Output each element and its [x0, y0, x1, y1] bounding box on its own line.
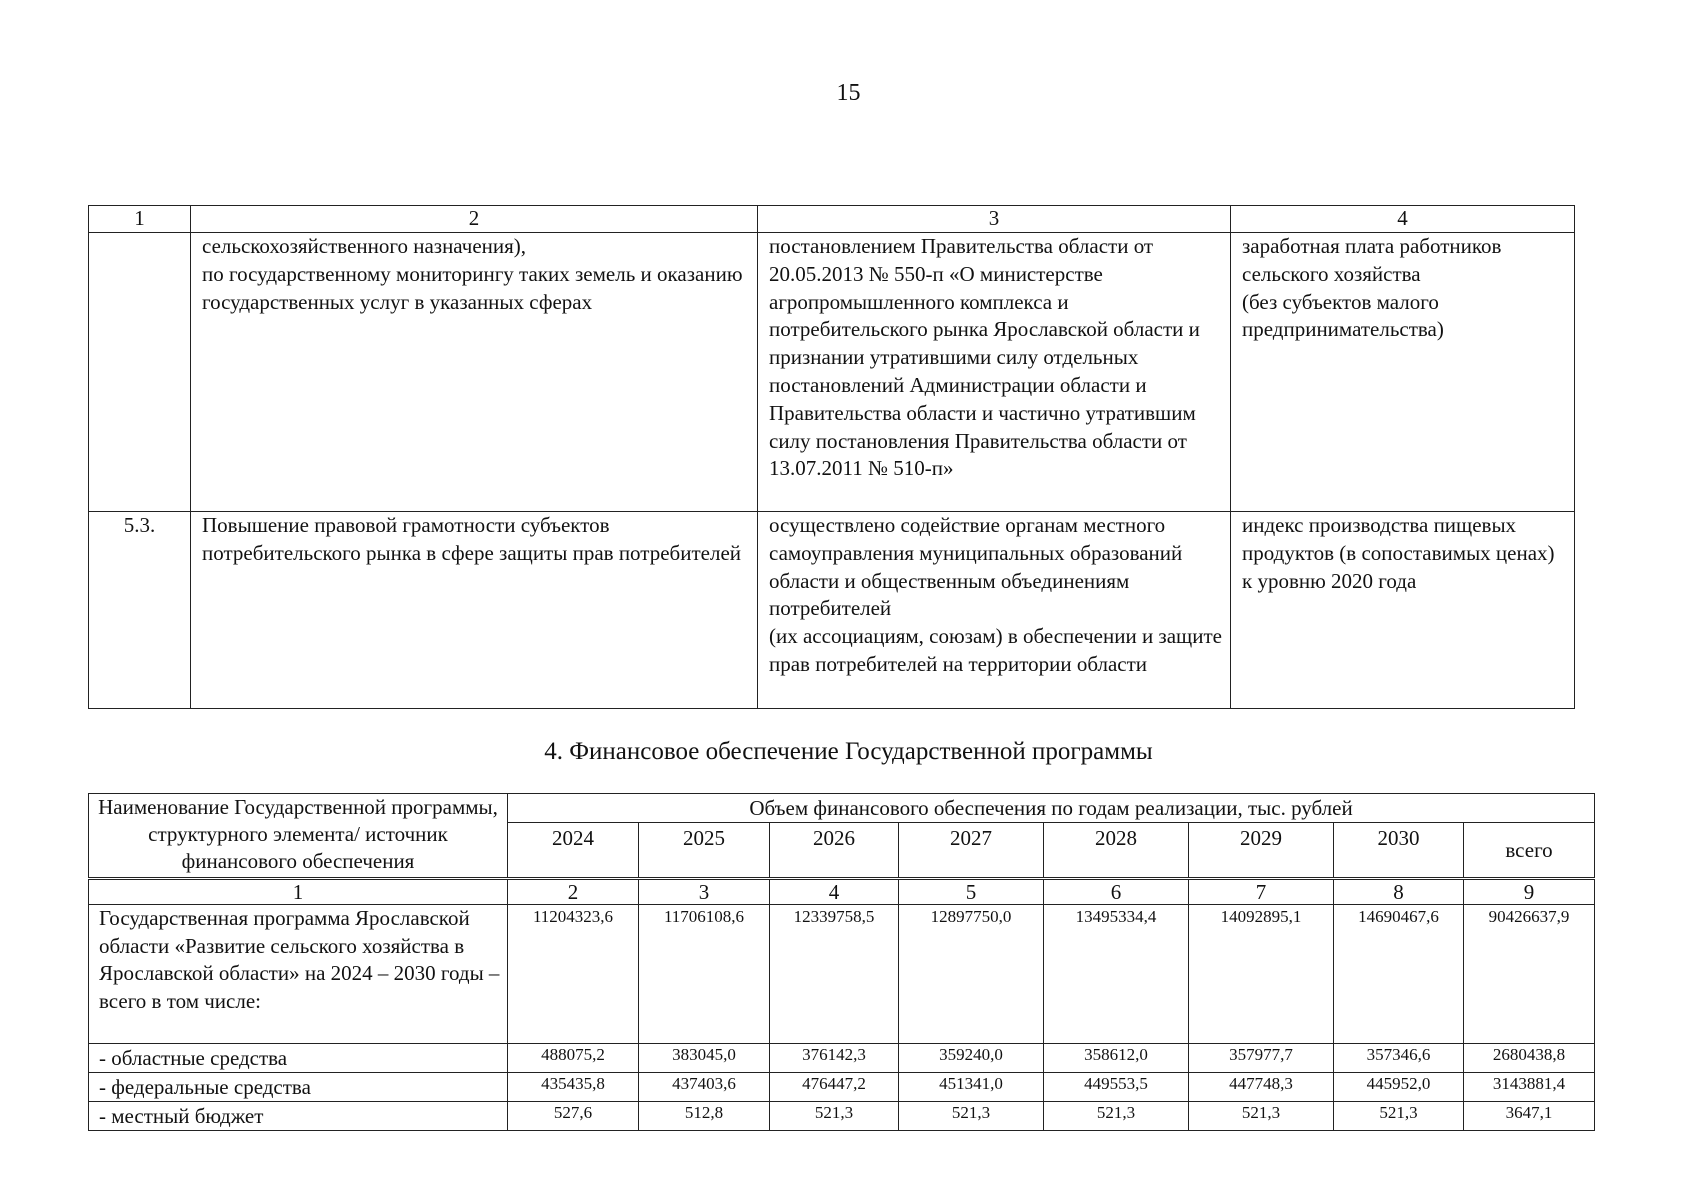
year-header: 2029 [1189, 823, 1334, 879]
header-cell: 4 [1231, 206, 1575, 233]
measures-header-row [89, 206, 1575, 233]
value-cell: 11706108,6 [639, 905, 770, 1044]
measure-indicator: заработная плата работников сельского хозяйства (без субъектов малого предпринимательства) [1231, 233, 1575, 512]
value-cell: 12897750,0 [899, 905, 1044, 1044]
column-index-row [89, 879, 1595, 905]
measure-basis: осуществлено содействие органам местного самоуправления муниципальных образований области и общественным объединениям потребителей (их ассоциациям, союзам) в обеспечении и защите прав потребителей на территории области [758, 512, 1231, 709]
value-cell: 383045,0 [639, 1044, 770, 1073]
value-cell: 488075,2 [508, 1044, 639, 1073]
column-index: 5 [899, 879, 1044, 905]
year-header: 2028 [1044, 823, 1189, 879]
value-cell: 12339758,5 [770, 905, 899, 1044]
source-name: - федеральные средства [89, 1073, 508, 1102]
finance-table [88, 793, 1595, 1131]
value-cell: 451341,0 [899, 1073, 1044, 1102]
program-name: Государственная программа Ярославской области «Развитие сельского хозяйства в Ярославской области» на 2024 – 2030 годы – всего в том числе: [89, 905, 508, 1044]
value-cell: 357977,7 [1189, 1044, 1334, 1073]
value-cell: 512,8 [639, 1102, 770, 1131]
value-cell: 11204323,6 [508, 905, 639, 1044]
value-cell: 437403,6 [639, 1073, 770, 1102]
table-row [89, 233, 1575, 512]
measure-basis: постановлением Правительства области от 20.05.2013 № 550-п «О министерстве агропромышленного комплекса и потребительского рынка Ярославской области и признании утратившими силу отдельных постановлений Администрации области и Правительства области и частично утратившим силу постановления Правительства области от 13.07.2011 № 510-п» [758, 233, 1231, 512]
volume-header: Объем финансового обеспечения по годам реализации, тыс. рублей [508, 794, 1595, 823]
row-number: 5.3. [89, 512, 191, 709]
value-cell: 521,3 [1189, 1102, 1334, 1131]
year-header: 2027 [899, 823, 1044, 879]
value-cell: 521,3 [1044, 1102, 1189, 1131]
table-row [89, 1044, 1595, 1073]
source-name: - областные средства [89, 1044, 508, 1073]
value-cell: 521,3 [770, 1102, 899, 1131]
header-cell: 3 [758, 206, 1231, 233]
value-cell: 359240,0 [899, 1044, 1044, 1073]
year-header: 2026 [770, 823, 899, 879]
value-cell: 476447,2 [770, 1073, 899, 1102]
header-cell: 2 [191, 206, 758, 233]
value-cell: 435435,8 [508, 1073, 639, 1102]
column-index: 3 [639, 879, 770, 905]
value-cell: 376142,3 [770, 1044, 899, 1073]
value-cell: 357346,6 [1334, 1044, 1464, 1073]
column-index: 8 [1334, 879, 1464, 905]
total-cell: 2680438,8 [1464, 1044, 1595, 1073]
table-row [89, 512, 1575, 709]
header-cell: 1 [89, 206, 191, 233]
total-cell: 90426637,9 [1464, 905, 1595, 1044]
value-cell: 447748,3 [1189, 1073, 1334, 1102]
page-number: 15 [836, 80, 861, 106]
measure-text: сельскохозяйственного назначения), по государственному мониторингу таких земель и оказанию государственных услуг в указанных сферах [191, 233, 758, 512]
measures-table [88, 205, 1575, 709]
measure-indicator: индекс производства пищевых продуктов (в сопоставимых ценах) к уровню 2020 года [1231, 512, 1575, 709]
value-cell: 13495334,4 [1044, 905, 1189, 1044]
table-row [89, 1073, 1595, 1102]
section-title: 4. Финансовое обеспечение Государственной программы [544, 738, 1153, 765]
total-cell: 3647,1 [1464, 1102, 1595, 1131]
column-index: 7 [1189, 879, 1334, 905]
value-cell: 358612,0 [1044, 1044, 1189, 1073]
column-index: 9 [1464, 879, 1595, 905]
finance-header-row [89, 794, 1595, 823]
total-cell: 3143881,4 [1464, 1073, 1595, 1102]
table-row [89, 1102, 1595, 1131]
source-name: - местный бюджет [89, 1102, 508, 1131]
year-header: 2030 [1334, 823, 1464, 879]
name-column-header: Наименование Государственной программы, структурного элемента/ источник финансового обеспечения [89, 794, 508, 879]
value-cell: 449553,5 [1044, 1073, 1189, 1102]
measure-text: Повышение правовой грамотности субъектов потребительского рынка в сфере защиты прав потребителей [191, 512, 758, 709]
column-index: 6 [1044, 879, 1189, 905]
table-row [89, 905, 1595, 1044]
value-cell: 14690467,6 [1334, 905, 1464, 1044]
total-header: всего [1464, 823, 1595, 879]
value-cell: 521,3 [1334, 1102, 1464, 1131]
value-cell: 14092895,1 [1189, 905, 1334, 1044]
value-cell: 445952,0 [1334, 1073, 1464, 1102]
year-header: 2024 [508, 823, 639, 879]
value-cell: 527,6 [508, 1102, 639, 1131]
year-header: 2025 [639, 823, 770, 879]
row-number [89, 233, 191, 512]
column-index: 4 [770, 879, 899, 905]
value-cell: 521,3 [899, 1102, 1044, 1131]
column-index: 2 [508, 879, 639, 905]
column-index: 1 [89, 879, 508, 905]
